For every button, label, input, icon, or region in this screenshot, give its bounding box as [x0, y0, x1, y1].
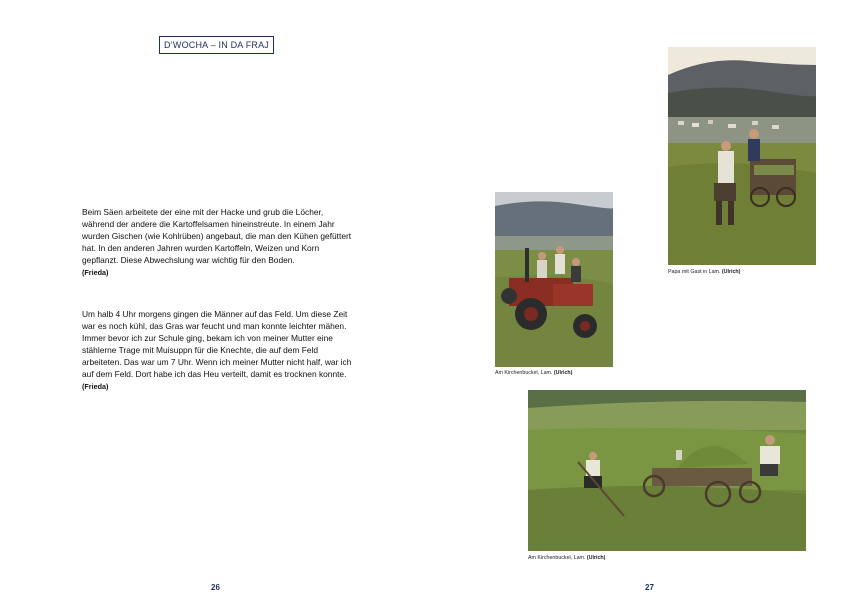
paragraph-text: Beim Säen arbeitete der eine mit der Hacke und grub die Löcher, während der andere die Kartoffelsamen hineinstreute. In einem Jahr wurden Gischen (wie Kohlrüben) angebaut, die man den Kühen gefüttert hat. In den anderen Jahren wurden Kartoffeln, Weizen und Korn gepflanzt. Diese Abwechslung war wichtig für den Boden. — [82, 207, 352, 265]
photo-tractor — [495, 192, 613, 367]
caption-text: Papa mit Gast in Lam. — [668, 269, 722, 275]
photo-hay-cart-village — [668, 47, 816, 265]
page-number-left: 26 — [211, 583, 220, 592]
caption-credit: (Ulrich) — [586, 555, 606, 561]
caption-text: Am Kirchenbuckel, Lam. — [528, 555, 587, 561]
photo-hay-wagon-field — [528, 390, 806, 551]
chapter-title: D’WOCHA – IN DA FRAJ — [159, 36, 274, 54]
caption-credit: (Ulrich) — [721, 269, 741, 275]
paragraph-author: (Frieda) — [82, 268, 109, 277]
paragraph-2 — [82, 308, 357, 393]
caption-text: Am Kirchenbuckel, Lam. — [495, 370, 554, 376]
paragraph-1 — [82, 206, 357, 279]
photo-caption — [668, 269, 740, 275]
photo-caption — [495, 370, 572, 376]
page-number-right: 27 — [645, 583, 654, 592]
photo-caption — [528, 555, 605, 561]
paragraph-text: Um halb 4 Uhr morgens gingen die Männer auf das Feld. Um diese Zeit war es noch kühl, das Gras war feucht und man konnte leichter mähen. Immer bevor ich zur Schule ging, bekam ich von meiner Mutter eine stählerne Trage mit Muisuppn für die Knechte, die auf dem Feld arbeiteten. Das war um 7 Uhr. Wenn ich meiner Mutter nicht half, war ich auf dem Feld. Dort habe ich das Heu verteilt, damit es trocknen konnte. — [82, 309, 352, 379]
paragraph-author: (Frieda) — [82, 382, 109, 391]
caption-credit: (Ulrich) — [553, 370, 573, 376]
